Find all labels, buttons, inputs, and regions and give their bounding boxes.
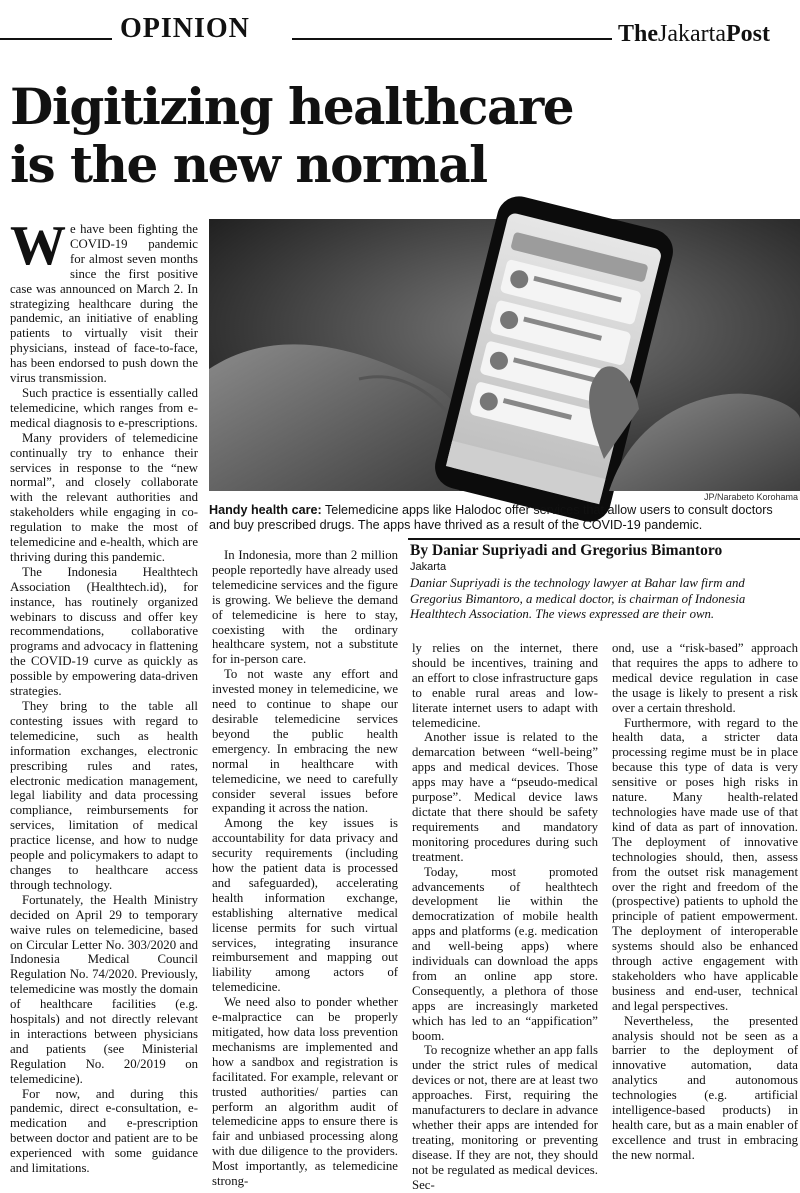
paragraph: We need also to ponder whether e-malpractice can be properly mitigated, how data loss prevention mechanisms are implemented and how a sandbox and registration is facilitated. For example, relevant or trusted authorities/ parties can perform an algorithm audit of telemedicine apps to ensure there is fair and unbiased processing along with due diligence to the providers. Most importantly, as telemedicine strong- [212, 995, 398, 1189]
paragraph: Nevertheless, the presented analysis should not be seen as a barrier to the deployment of innovative automation, data analytics and autonomous technologies (e.g. artificial intelligence-based products) in health care, but as a main enabler of excellence and trust in embracing the new normal. [612, 1013, 798, 1162]
article-column-1 [10, 215, 198, 1176]
caption-lead: Handy health care: [209, 503, 322, 517]
paragraph: ly relies on the internet, there should be incentives, training and an effort to close infrastructure gaps to enable rural areas and low-literate internet users to adapt with telemedicine. [412, 641, 598, 730]
paragraph-text: e have been fighting the COVID-19 pandemic for almost seven months since the first positive case was announced on March 2. In strategizing healthcare during the pandemic, an initiative of enabling patients to virtually visit their physicians, instead of face-to-face, has been endorsed to push down the virus transmission. [10, 222, 198, 386]
article-column-2 [212, 548, 398, 1189]
section-rule-right [292, 38, 612, 40]
paragraph: They bring to the table all contesting issues with regard to telemedicine, such as health information exchanges, electronic prescribing rules and rates, electronic medication management, legal liability and data processing compliance, reimbursements for services, limitation of medical practice license, and how to nudge people and policymakers to adapt to changes to healthcare access through technology. [10, 699, 198, 892]
phone-in-hands-illustration [209, 219, 800, 491]
article-column-3 [412, 641, 598, 1193]
masthead-logo [618, 20, 770, 48]
paragraph: Among the key issues is accountability for data privacy and security requirements (including how the patient data is processed and safeguarded), accelerating health information exchange, establishing alternative medical license permits for such virtual services, integrating insurance reimbursement and mapping out liability among actors of telemedicine. [212, 816, 398, 995]
dateline: Jakarta [410, 561, 447, 573]
masthead-the: The [618, 21, 659, 47]
paragraph [10, 215, 198, 386]
paragraph: To recognize whether an app falls under the strict rules of medical devices or not, there are at least two approaches. First, requiring the manufacturers to declare in advance whether their apps are intended for treating, monitoring or preventing disease. If they are not, they should not be regulated as medical devices. Sec- [412, 1043, 598, 1192]
headline [10, 78, 770, 194]
paragraph: Another issue is related to the demarcation between “well-being” apps and medical devices. Those apps may have a “pseudo-medical purpose”. Medical device laws dictate that there should be safety requirements and mandatory monitoring procedures during such treatment. [412, 730, 598, 864]
section-label: OPINION [120, 13, 250, 44]
masthead-jakarta: Jakarta [658, 21, 726, 47]
section-rule-left [0, 38, 112, 40]
author-bio: Daniar Supriyadi is the technology lawyer at Bahar law firm and Gregorius Bimantoro, a medical doctor, is chairman of Indonesia Healthtech Association. The views expressed are their own. [410, 576, 746, 622]
paragraph: To not waste any effort and invested money in telemedicine, we need to continue to shape our desirable telemedicine services beyond the public health emergency. In embracing the new normal in healthcare with telemedicine, we need to carefully consider several issues before expanding it across the nation. [212, 667, 398, 816]
paragraph: Today, most promoted advancements of healthtech development lie within the democratization of mobile health apps and platforms (e.g. medication and well-being apps) where individuals can download the apps from an online app store. Consequently, a plethora of those apps are increasingly marketed which has led to an “appification” boom. [412, 864, 598, 1043]
byline-rule [408, 538, 800, 540]
paragraph: Fortunately, the Health Ministry decided on April 29 to temporary waive rules on telemedicine, based on Circular Letter No. 303/2020 and Indonesia Medical Council Regulation No. 74/2020. Previously, telemedicine was mostly the domain of healthcare facilities (e.g. hospitals) and not directly relevant in interactions between physicians and patients (see Ministerial Regulation No. 20/2019 on telemedicine). [10, 892, 198, 1086]
paragraph: Such practice is essentially called telemedicine, which ranges from e-medical diagnosis to e-prescriptions. [10, 385, 198, 430]
article-column-4 [612, 641, 798, 1163]
photo-credit: JP/Narabeto Korohama [703, 492, 798, 502]
paragraph: ond, use a “risk-based” approach that requires the apps to adhere to medical device regulation in case the usage is likely to present a risk over a certain threshold. [612, 641, 798, 715]
paragraph: Many providers of telemedicine continually try to enhance their services in response to the “new normal”, and closely collaborate with the relevant authorities and stakeholders while engaging in co-regulation to make the most of telemedicine and e-health, which are thriving during this pandemic. [10, 430, 198, 564]
photo-caption [209, 503, 795, 533]
drop-cap: W [10, 215, 66, 277]
paragraph: Furthermore, with regard to the health data, a stricter data processing regime must be in place because this type of data is very sensitive or poses high risks in nature. Many health-related technologies have made use of that kind of data as part of innovation. The deployment of innovative technologies should, then, assess from the outset risk management over the right and freedom of the (prospective) patients to uphold the principle of patient empowerment. The deployment of interoperable systems should also be enhanced through active engagement with stakeholders who have applicable business and end-user, technical and legal perspectives. [612, 715, 798, 1013]
paragraph: For now, and during this pandemic, direct e-consultation, e-medication and e-prescription between doctor and patient are to be experienced with some guidance and limitations. [10, 1086, 198, 1176]
headline-line-2: is the new normal [10, 135, 487, 194]
paragraph: In Indonesia, more than 2 million people reportedly have already used telemedicine services and the figure is growing. We believe the demand of telemedicine is here to stay, coexisting with the ordinary healthcare system, not a substitute for in-person care. [212, 548, 398, 667]
caption-text: Telemedicine apps like Halodoc offer services that allow users to consult doctors and buy prescribed drugs. The apps have thrived as a result of the COVID-19 pandemic. [209, 503, 773, 532]
headline-line-1: Digitizing healthcare [10, 77, 574, 136]
section-header [0, 13, 800, 47]
paragraph: The Indonesia Healthtech Association (Healthtech.id), for instance, has routinely organized webinars to discuss and offer key recommendations, collaborative programs and advocacy in flattening the COVID-19 curve as quickly as possible by empowering data-driven strategies. [10, 564, 198, 699]
byline: By Daniar Supriyadi and Gregorius Bimantoro [410, 542, 723, 559]
masthead-post: Post [725, 21, 770, 47]
article-photo [209, 219, 800, 491]
